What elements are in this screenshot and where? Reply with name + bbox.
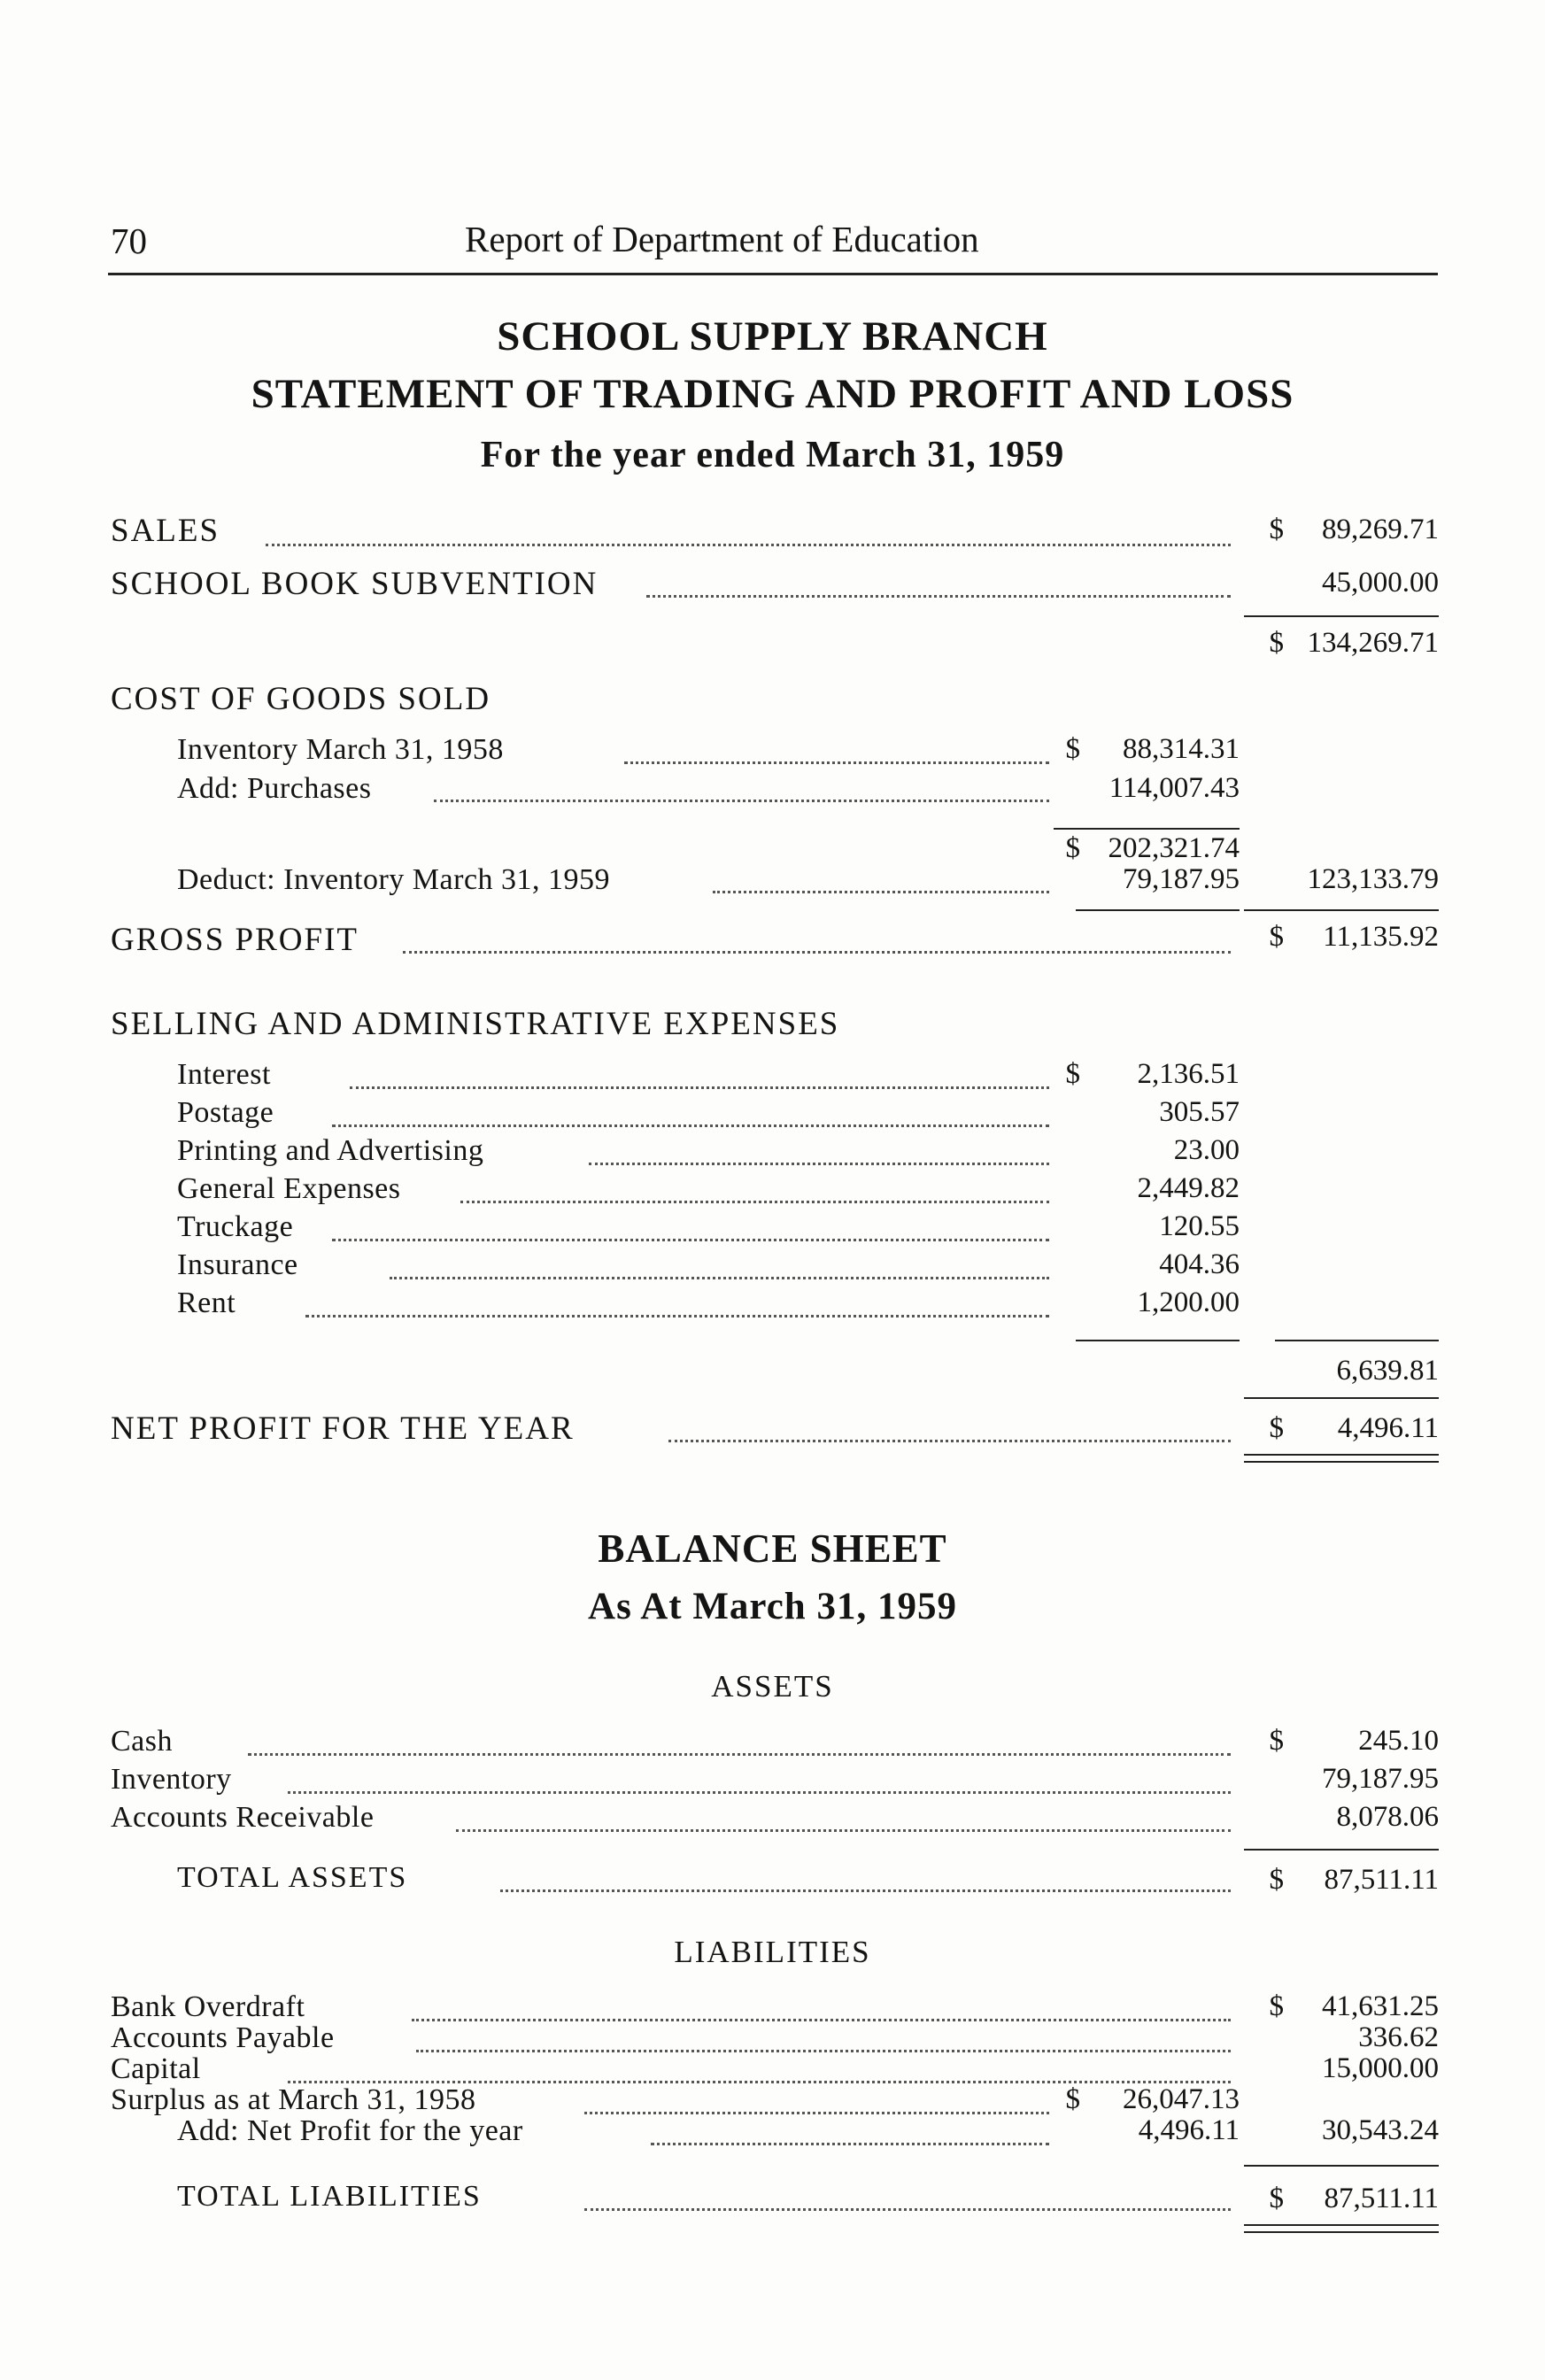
currency-symbol: $ [1269,627,1284,659]
dot-leader [456,1829,1231,1832]
expense-label: General Expenses [177,1172,401,1205]
asset-label: Cash [111,1725,173,1758]
dot-leader [390,1277,1049,1279]
expense-label: Printing and Advertising [177,1134,484,1167]
currency-symbol: $ [1065,1058,1080,1090]
subvention-label: SCHOOL BOOK SUBVENTION [111,566,599,602]
expenses-heading: SELLING AND ADMINISTRATIVE EXPENSES [111,1006,840,1042]
dot-leader [584,2208,1231,2211]
liability-label: Capital [111,2052,201,2085]
double-rule [1244,1454,1439,1463]
dot-leader [350,1086,1049,1089]
expense-label: Insurance [177,1248,298,1281]
expense-amount: 120.55 [1159,1210,1240,1242]
branch-title: SCHOOL SUPPLY BRANCH [497,313,1048,359]
double-rule [1244,2224,1439,2233]
asset-amount: 79,187.95 [1322,1763,1439,1795]
dot-leader [332,1239,1049,1241]
currency-symbol: $ [1065,733,1080,765]
cogs-heading: COST OF GOODS SOLD [111,681,491,717]
expense-amount: 2,136.51 [1137,1058,1240,1090]
inventory-close-amount: 79,187.95 [1123,863,1240,895]
liability-amount: 15,000.00 [1322,2052,1439,2084]
liability-label: Bank Overdraft [111,1990,305,2023]
purchases-amount: 114,007.43 [1109,772,1240,804]
dot-leader [288,1791,1231,1794]
asset-label: Accounts Receivable [111,1801,375,1834]
currency-symbol: $ [1269,1412,1284,1444]
add-profit-label: Add: Net Profit for the year [177,2114,523,2147]
dot-leader [332,1124,1049,1127]
dot-leader [412,2019,1231,2021]
dot-leader [668,1440,1231,1442]
asset-amount: 245.10 [1358,1725,1439,1757]
expense-amount: 404.36 [1159,1248,1240,1280]
inventory-open-amount: 88,314.31 [1123,733,1240,765]
dot-leader [248,1753,1231,1756]
add-profit-amount: 4,496.11 [1138,2114,1240,2146]
expense-amount: 23.00 [1173,1134,1240,1166]
balance-sheet-title: BALANCE SHEET [598,1526,947,1571]
asset-amount: 8,078.06 [1336,1801,1439,1833]
cogs-subtotal-amount: 202,321.74 [1108,832,1240,864]
currency-symbol: $ [1269,2183,1284,2214]
subtotal-rule [1275,1340,1439,1341]
sales-amount: 89,269.71 [1322,514,1439,545]
liability-amount: 336.62 [1358,2021,1439,2053]
gross-profit-label: GROSS PROFIT [111,922,359,958]
dot-leader [403,951,1231,954]
statement-title: STATEMENT OF TRADING AND PROFIT AND LOSS [251,371,1294,417]
surplus-label: Surplus as at March 31, 1958 [111,2083,476,2116]
dot-leader [305,1315,1049,1318]
statement-subtitle: For the year ended March 31, 1959 [480,435,1065,475]
total-assets-label: TOTAL ASSETS [177,1861,408,1894]
subvention-amount: 45,000.00 [1322,567,1439,599]
dot-leader [713,891,1049,893]
expense-amount: 1,200.00 [1137,1287,1240,1318]
dot-leader [460,1201,1049,1203]
dot-leader [589,1163,1049,1165]
currency-symbol: $ [1269,1864,1284,1896]
currency-symbol: $ [1269,921,1284,953]
currency-symbol: $ [1065,2083,1080,2115]
total-liabilities-label: TOTAL LIABILITIES [177,2180,482,2213]
dot-leader [624,761,1049,764]
asset-label: Inventory [111,1763,232,1796]
subtotal-rule [1244,909,1439,911]
dot-leader [266,544,1231,546]
cogs-total-amount: 123,133.79 [1307,863,1439,895]
currency-symbol: $ [1269,1990,1284,2022]
sales-label: SALES [111,513,220,549]
assets-heading: ASSETS [711,1669,834,1704]
subtotal-rule [1244,1849,1439,1851]
currency-symbol: $ [1269,1725,1284,1757]
net-profit-amount: 4,496.11 [1337,1412,1439,1444]
balance-sheet-subtitle: As At March 31, 1959 [588,1586,957,1627]
expenses-total-amount: 6,639.81 [1336,1355,1439,1387]
currency-symbol: $ [1269,514,1284,545]
surplus-total-amount: 30,543.24 [1322,2114,1439,2146]
revenue-total-amount: 134,269.71 [1307,627,1439,659]
currency-symbol: $ [1065,832,1080,864]
subtotal-rule [1244,615,1439,617]
liability-label: Accounts Payable [111,2021,335,2054]
expense-label: Postage [177,1096,274,1129]
subtotal-rule [1054,828,1240,830]
gross-profit-amount: 11,135.92 [1323,921,1439,953]
dot-leader [651,2143,1049,2145]
total-assets-amount: 87,511.11 [1324,1864,1439,1896]
inventory-close-label: Deduct: Inventory March 31, 1959 [177,863,611,896]
dot-leader [584,2112,1049,2114]
expense-label: Interest [177,1058,271,1091]
subtotal-rule [1076,909,1240,911]
total-liabilities-amount: 87,511.11 [1324,2183,1439,2214]
dot-leader [500,1889,1231,1892]
expense-label: Rent [177,1287,236,1319]
liabilities-heading: LIABILITIES [674,1935,871,1969]
dot-leader [646,595,1231,598]
net-profit-label: NET PROFIT FOR THE YEAR [111,1410,575,1447]
subtotal-rule [1244,1397,1439,1399]
expense-label: Truckage [177,1210,294,1243]
header-rule [108,273,1438,275]
subtotal-rule [1244,2165,1439,2167]
subtotal-rule [1076,1340,1240,1341]
surplus-amount: 26,047.13 [1123,2083,1240,2115]
expense-amount: 305.57 [1159,1096,1240,1128]
running-title: Report of Department of Education [465,219,979,259]
dot-leader [434,800,1049,802]
purchases-label: Add: Purchases [177,772,372,805]
page-number: 70 [111,220,147,261]
inventory-open-label: Inventory March 31, 1958 [177,733,504,766]
dot-leader [416,2050,1231,2052]
expense-amount: 2,449.82 [1137,1172,1240,1204]
liability-amount: 41,631.25 [1322,1990,1439,2022]
